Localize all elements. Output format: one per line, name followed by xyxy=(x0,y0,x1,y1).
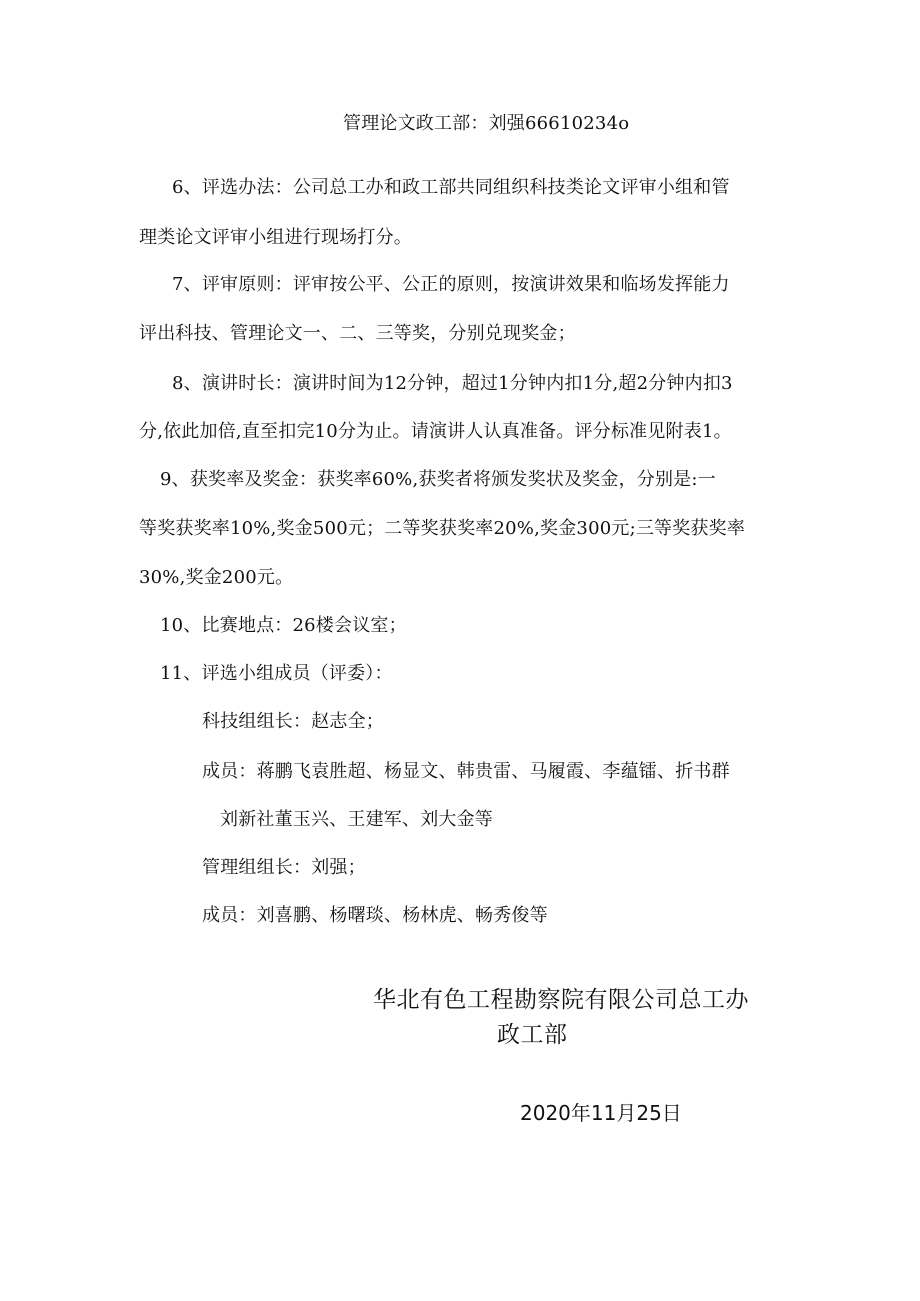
signature-date: 2020年11月25日 xyxy=(520,1101,682,1125)
item-9-line-1: 9、获奖率及奖金：获奖率60%,获奖者将颁发奖状及奖金，分别是:一 xyxy=(160,469,716,490)
mgmt-group-members: 成员：刘喜鹏、杨曙琰、杨林虎、畅秀俊等 xyxy=(202,905,548,926)
item-11-line: 11、评选小组成员（评委）： xyxy=(160,663,393,684)
item-6-line-1: 6、评选办法：公司总工办和政工部共同组织科技类论文评审小组和管 xyxy=(172,177,730,198)
mgmt-group-leader: 管理组组长：刘强； xyxy=(202,857,366,878)
item-9-line-2: 等奖获奖率10%,奖金500元；二等奖获奖率20%,奖金300元;三等奖获奖率 xyxy=(139,518,746,539)
tech-group-leader: 科技组组长：赵志全； xyxy=(202,711,384,732)
item-6-line-2: 理类论文评审小组进行现场打分。 xyxy=(139,227,412,248)
contact-line: 管理论文政工部：刘强66610234o xyxy=(343,113,630,134)
tech-group-members-1: 成员：蒋鹏飞袁胜超、杨显文、韩贵雷、马履霞、李蕴镭、折书群 xyxy=(202,761,730,782)
signature-org-line-2: 政工部 xyxy=(497,1022,568,1048)
item-8-line-1: 8、演讲时长：演讲时间为12分钟，超过1分钟内扣1分,超2分钟内扣3 xyxy=(172,373,733,394)
item-9-line-3: 30%,奖金200元。 xyxy=(139,567,294,588)
item-10-line: 10、比赛地点：26楼会议室； xyxy=(160,615,407,636)
tech-group-members-2: 刘新社董玉兴、王建军、刘大金等 xyxy=(220,809,493,830)
item-7-line-1: 7、评审原则：评审按公平、公正的原则，按演讲效果和临场发挥能力 xyxy=(172,274,730,295)
item-7-line-2: 评出科技、管理论文一、二、三等奖，分别兑现奖金； xyxy=(139,323,576,344)
item-8-line-2: 分,依此加倍,直至扣完10分为止。请演讲人认真准备。评分标准见附表1。 xyxy=(139,421,732,442)
signature-org-line-1: 华北有色工程勘察院有限公司总工办 xyxy=(373,987,749,1013)
